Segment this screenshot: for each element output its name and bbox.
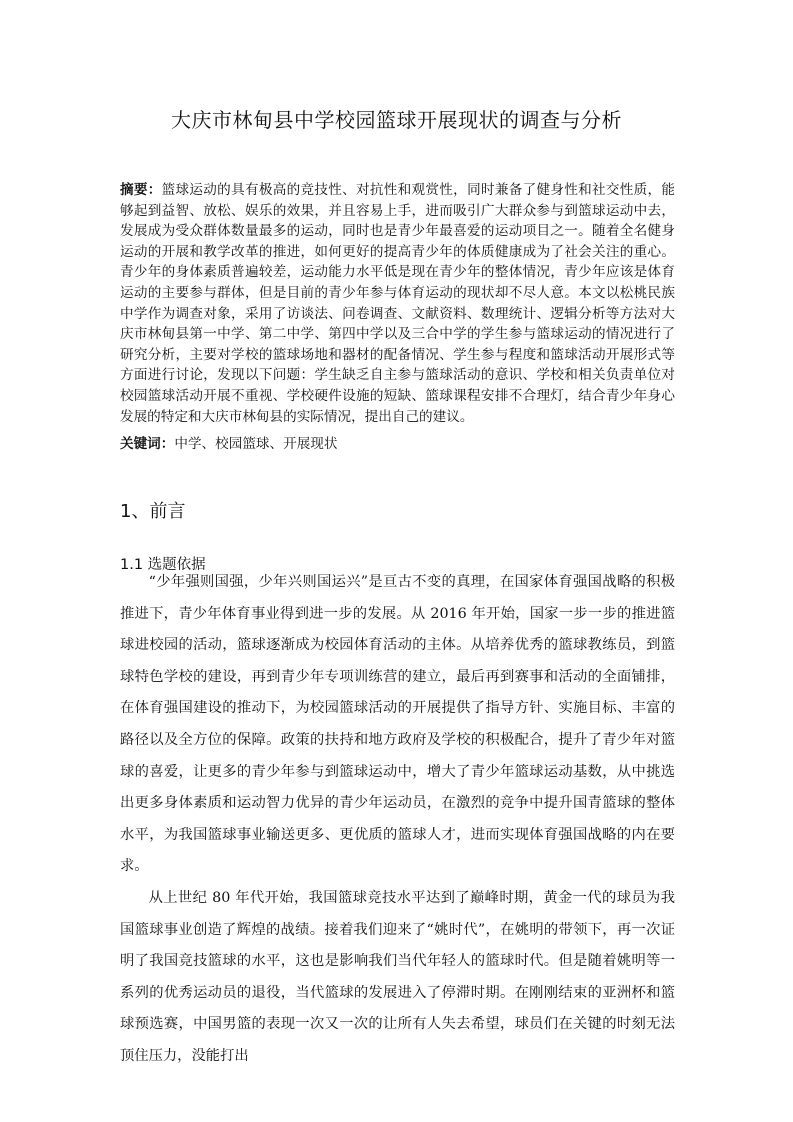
body-paragraph-1: “少年强则国强，少年兴则国运兴”是亘古不变的真理，在国家体育强国战略的积极推进下，青少年体育事业得到进一步的发展。从 2016 年开始，国家一步一步的推进篮球进校园的活动，篮球逐渐成为校园体育活动的主体。从培养优秀的篮球教练员，到篮球特色学校的建设，再到青少年专项训练营的建立，最后再到赛事和活动的全面铺排，在体育强国建设的推动下，为校园篮球活动的开展提供了指导方针、实施目标、丰富的路径以及全方位的保障。政策的扶持和地方政府及学校的积极配合，提升了青少年对篮球的喜爱，让更多的青少年参与到篮球运动中，增大了青少年篮球运动基数，从中挑选出更多身体素质和运动智力优异的青少年运动员，在激烈的竞争中提升国青篮球的整体水平，为我国篮球事业输送更多、更优质的篮球人才，进而实现体育强国战略的内在要求。 xyxy=(120,574,675,875)
keywords-text: 中学、校园篮球、开展现状 xyxy=(174,436,338,452)
abstract-label: 摘要： xyxy=(120,182,162,198)
body-text xyxy=(120,567,675,1073)
abstract-text: 篮球运动的具有极高的竞技性、对抗性和观赏性，同时兼备了健身性和社交性质，能够起到益智、放松、娱乐的效果，并且容易上手，进而吸引广大群众参与到篮球运动中去，发展成为受众群体数量最多的运动，同时也是青少年最喜爱的运动项目之一。随着全名健身运动的开展和教学改革的推进，如何更好的提高青少年的体质健康成为了社会关注的重心。青少年的身体素质普遍较差，运动能力水平低是现在青少年的整体情况，青少年应该是体育运动的主要参与群体，但是目前的青少年参与体育运动的现状却不尽人意。本文以松桃民族中学作为调查对象，采用了访谈法、问卷调查、文献资料、数理统计、逻辑分析等方法对大庆市林甸县第一中学、第二中学、第四中学以及三合中学的学生参与篮球运动的情况进行了研究分析，主要对学校的篮球场地和器材的配备情况、学生参与程度和篮球活动开展形式等方面进行讨论，发现以下问题：学生缺乏自主参与篮球活动的意识、学校和相关负责单位对校园篮球活动开展不重视、学校硬件设施的短缺、篮球课程安排不合理灯，结合青少年身心发展的特定和大庆市林甸县的实际情况，提出自己的建议。 xyxy=(120,182,676,425)
subsection-heading-topic-basis: 1.1 选题依据 xyxy=(120,557,206,573)
keywords-label: 关键词： xyxy=(120,436,175,452)
abstract xyxy=(120,180,675,427)
body-paragraph-2: 从上世纪 80 年代开始，我国篮球竞技水平达到了巅峰时期，黄金一代的球员为我国篮球事业创造了辉煌的战绩。接着我们迎来了“姚时代”，在姚明的带领下，再一次证明了我国竞技篮球的水平，这也是影响我们当代年轻人的篮球时代。但是随着姚明等一系列的优秀运动员的退役，当代篮球的发展进入了停滞时期。在刚刚结束的亚洲杯和篮球预选赛，中国男篮的表现一次又一次的让所有人失去希望，球员们在关键的时刻无法顶住压力，没能打出 xyxy=(120,889,675,1064)
paper-title: 大庆市林甸县中学校园篮球开展现状的调查与分析 xyxy=(171,108,622,132)
keywords xyxy=(120,434,675,455)
section-heading-introduction: 1、前言 xyxy=(120,501,186,522)
